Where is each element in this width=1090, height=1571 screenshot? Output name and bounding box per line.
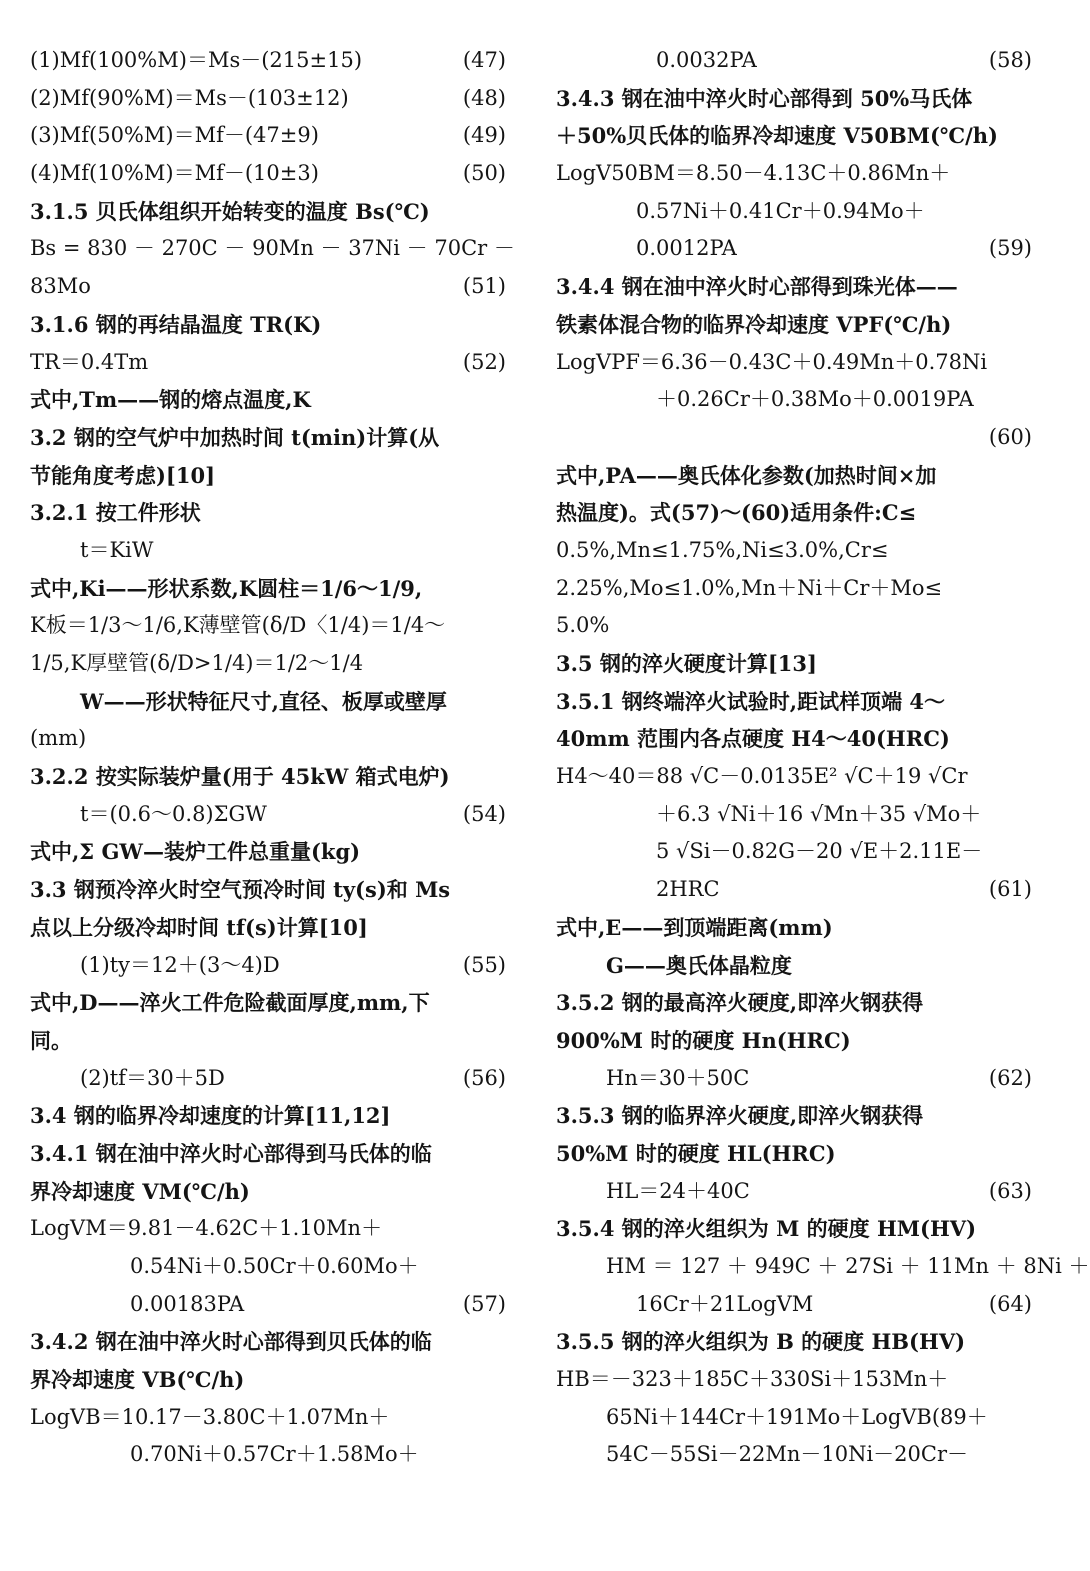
text-line [556, 1323, 1032, 1361]
equation-line [556, 871, 1032, 909]
equation-number: (60) [988, 424, 1032, 449]
equation-number: (61) [988, 877, 1032, 902]
text-line [556, 720, 1032, 758]
line-text: 式中,Tm——钢的熔点温度,K [30, 387, 311, 413]
line-text: t＝KiW [80, 537, 154, 562]
text-line [556, 1399, 1032, 1437]
text-line [30, 381, 506, 419]
text-line [30, 758, 506, 796]
text-line [30, 570, 506, 608]
line-text: 0.57Ni＋0.41Cr＋0.94Mo＋ [636, 198, 925, 223]
line-text: 式中,D——淬火工件危险截面厚度,mm,下 [30, 990, 430, 1016]
line-text: 式中,Ki——形状系数,K圆柱＝1/6～1/9, [30, 575, 423, 601]
line-text: 2HRC [656, 877, 720, 902]
line-text: K板＝1/3～1/6,K薄壁管(δ/D〈1/4)＝1/4～ [30, 613, 446, 638]
text-line [30, 683, 506, 721]
text-line [556, 344, 1032, 382]
text-line [30, 306, 506, 344]
line-text: ＋0.26Cr＋0.38Mo＋0.0019PA [656, 387, 974, 412]
line-text: 0.0032PA [656, 48, 757, 72]
line-text: 式中,E——到顶端距离(mm) [556, 914, 833, 940]
text-line [30, 1436, 506, 1474]
equation-line [30, 947, 506, 985]
equation-line [30, 268, 506, 306]
line-text: 3.3 钢预冷淬火时空气预冷时间 ty(s)和 Ms [30, 877, 451, 903]
line-text: (1)ty＝12＋(3～4)D [80, 952, 280, 977]
line-text: 3.5.3 钢的临界淬火硬度,即淬火钢获得 [556, 1103, 924, 1129]
line-text: 5.0% [556, 613, 610, 638]
line-text: 0.5%,Mn≤1.75%,Ni≤3.0%,Cr≤ [556, 537, 889, 562]
line-text: 40mm 范围内各点硬度 H4～40(HRC) [556, 726, 950, 752]
line-text: ＋50%贝氏体的临界冷却速度 V50BM(℃/h) [556, 123, 998, 149]
text-line [556, 80, 1032, 118]
text-line [30, 193, 506, 231]
line-text: 3.2 钢的空气炉中加热时间 t(min)计算(从 [30, 424, 440, 450]
line-text: ＋6.3 √Ni＋16 √Mn＋35 √Mo＋ [656, 801, 982, 826]
equation-line [30, 42, 506, 80]
text-line [30, 1248, 506, 1286]
text-line [556, 1436, 1032, 1474]
text-line [30, 419, 506, 457]
text-line [556, 117, 1032, 155]
text-line [556, 683, 1032, 721]
equation-line [556, 42, 1032, 80]
equation-line [30, 80, 506, 118]
text-line [556, 268, 1032, 306]
text-line [556, 381, 1032, 419]
text-line [556, 1210, 1032, 1248]
line-text: 3.2.2 按实际装炉量(用于 45kW 箱式电炉) [30, 764, 450, 790]
text-line [556, 1361, 1032, 1399]
line-text: 65Ni＋144Cr＋191Mo＋LogVB(89＋ [606, 1404, 988, 1429]
equation-number: (50) [462, 161, 506, 186]
line-text: 3.5.2 钢的最高淬火硬度,即淬火钢获得 [556, 990, 924, 1016]
text-line [30, 833, 506, 871]
text-line [30, 1022, 506, 1060]
line-text: 3.4 钢的临界冷却速度的计算[11,12] [30, 1103, 391, 1129]
line-text: 2.25%,Mo≤1.0%,Mn＋Ni＋Cr＋Mo≤ [556, 575, 943, 600]
text-line [30, 607, 506, 645]
text-line [556, 1248, 1090, 1286]
line-text: t＝(0.6～0.8)ΣGW [80, 801, 267, 826]
line-text: 3.4.4 钢在油中淬火时心部得到珠光体—— [556, 274, 958, 300]
text-line [30, 909, 506, 947]
equation-line [556, 1060, 1032, 1098]
right-column [556, 42, 1090, 1474]
text-line [30, 532, 506, 570]
text-line [30, 494, 506, 532]
text-line [556, 532, 1032, 570]
equation-line [30, 796, 506, 834]
line-text: LogVM＝9.81－4.62C＋1.10Mn＋ [30, 1216, 383, 1241]
line-text: 3.2.1 按工件形状 [30, 500, 201, 526]
text-line [556, 457, 1032, 495]
line-text: Bs = 830 － 270C － 90Mn － 37Ni － 70Cr － [30, 236, 515, 261]
text-line [556, 947, 1032, 985]
equation-line [556, 1173, 1032, 1211]
text-line [556, 833, 1032, 871]
text-line [556, 193, 1032, 231]
line-text: 5 √Si－0.82G－20 √E＋2.11E－ [656, 839, 983, 864]
text-line [30, 457, 506, 495]
line-text: 0.00183PA [130, 1291, 245, 1316]
text-line [30, 720, 506, 758]
equation-number: (64) [988, 1291, 1032, 1316]
text-line [30, 1097, 506, 1135]
line-text: 3.5.4 钢的淬火组织为 M 的硬度 HM(HV) [556, 1216, 977, 1242]
line-text: (mm) [30, 726, 87, 751]
line-text: HM ＝ 127 ＋ 949C ＋ 27Si ＋ 11Mn ＋ 8Ni ＋ [606, 1254, 1090, 1278]
line-text: LogV50BM＝8.50－4.13C＋0.86Mn＋ [556, 161, 951, 186]
line-text: 3.1.5 贝氏体组织开始转变的温度 Bs(℃) [30, 198, 430, 224]
text-line [556, 984, 1032, 1022]
equation-number: (47) [462, 48, 506, 72]
line-text: 式中,Σ GW—装炉工件总重量(kg) [30, 839, 361, 865]
line-text: 54C－55Si－22Mn－10Ni－20Cr－ [606, 1442, 969, 1467]
text-line [556, 909, 1032, 947]
equation-line [30, 155, 506, 193]
line-text: 铁素体混合物的临界冷却速度 VPF(℃/h) [556, 311, 952, 337]
text-line [556, 607, 1032, 645]
text-line [556, 645, 1032, 683]
equation-number: (58) [988, 48, 1032, 72]
line-text: 0.54Ni＋0.50Cr＋0.60Mo＋ [130, 1254, 419, 1278]
text-line [556, 306, 1032, 344]
text-line [30, 1173, 506, 1211]
equation-number: (54) [462, 801, 506, 826]
text-line [556, 155, 1032, 193]
line-text: 界冷却速度 VM(℃/h) [30, 1178, 250, 1204]
equation-number: (59) [988, 236, 1032, 261]
line-text: 3.4.1 钢在油中淬火时心部得到马氏体的临 [30, 1140, 432, 1166]
line-text: 界冷却速度 VB(℃/h) [30, 1367, 245, 1393]
line-text: 3.5.1 钢终端淬火试验时,距试样顶端 4～ [556, 688, 946, 714]
equation-line [30, 1286, 506, 1324]
line-text: HL＝24＋40C [606, 1178, 750, 1203]
line-text: LogVPF＝6.36－0.43C＋0.49Mn＋0.78Ni [556, 349, 988, 374]
line-text: 0.0012PA [636, 236, 737, 261]
line-text: H4～40＝88 √C－0.0135E² √C＋19 √Cr [556, 764, 968, 789]
line-text: 式中,PA——奥氏体化参数(加热时间×加 [556, 462, 937, 488]
text-line [30, 1399, 506, 1437]
line-text: 1/5,K厚壁管(δ/D>1/4)＝1/2～1/4 [30, 651, 364, 675]
equation-number: (62) [988, 1065, 1032, 1090]
line-text: TR＝0.4Tm [30, 349, 149, 374]
line-text: G——奥氏体晶粒度 [606, 952, 792, 978]
equation-number: (52) [462, 349, 506, 374]
line-text: (3)Mf(50%M)＝Mf－(47±9) [30, 123, 319, 148]
text-line [556, 796, 1032, 834]
line-text: (1)Mf(100%M)＝Ms－(215±15) [30, 48, 363, 72]
line-text: 3.5.5 钢的淬火组织为 B 的硬度 HB(HV) [556, 1329, 966, 1355]
text-line [556, 1097, 1032, 1135]
line-text: 3.4.2 钢在油中淬火时心部得到贝氏体的临 [30, 1329, 432, 1355]
line-text: W——形状特征尺寸,直径、板厚或壁厚 [80, 688, 447, 714]
text-line [556, 494, 1032, 532]
text-line [30, 230, 515, 268]
text-line [30, 871, 506, 909]
equation-line [556, 419, 1032, 457]
equation-line [556, 1286, 1032, 1324]
text-line [556, 570, 1032, 608]
equation-number: (63) [988, 1178, 1032, 1203]
line-text: 点以上分级冷却时间 tf(s)计算[10] [30, 914, 368, 940]
line-text: HB＝－323＋185C＋330Si＋153Mn＋ [556, 1367, 949, 1392]
text-line [556, 758, 1032, 796]
text-line [30, 1323, 506, 1361]
line-text: 节能角度考虑)[10] [30, 462, 216, 488]
line-text: 0.70Ni＋0.57Cr＋1.58Mo＋ [130, 1442, 419, 1467]
text-line [556, 1135, 1032, 1173]
equation-line [556, 230, 1032, 268]
text-line [30, 1210, 506, 1248]
equation-line [30, 1060, 506, 1098]
equation-number: (56) [462, 1065, 506, 1090]
text-line [556, 1022, 1032, 1060]
line-text: 16Cr＋21LogVM [636, 1291, 814, 1316]
equation-number: (51) [462, 274, 506, 299]
equation-number: (48) [462, 85, 506, 110]
line-text: Hn＝30＋50C [606, 1065, 750, 1090]
text-line [30, 1361, 506, 1399]
line-text: 3.5 钢的淬火硬度计算[13] [556, 651, 817, 676]
line-text: (2)Mf(90%M)＝Ms－(103±12) [30, 85, 349, 110]
text-line [30, 984, 506, 1022]
line-text: 3.4.3 钢在油中淬火时心部得到 50%马氏体 [556, 85, 973, 111]
line-text: 900%M 时的硬度 Hn(HRC) [556, 1027, 851, 1053]
line-text: 3.1.6 钢的再结晶温度 TR(K) [30, 311, 322, 337]
equation-number: (49) [462, 123, 506, 148]
line-text: 同。 [30, 1027, 72, 1053]
equation-line [30, 344, 506, 382]
line-text: 热温度)。式(57)～(60)适用条件:C≤ [556, 500, 917, 526]
line-text: 83Mo [30, 274, 91, 299]
line-text: LogVB＝10.17－3.80C＋1.07Mn＋ [30, 1404, 390, 1429]
line-text: (2)tf＝30＋5D [80, 1065, 225, 1090]
equation-line [30, 117, 506, 155]
line-text: (4)Mf(10%M)＝Mf－(10±3) [30, 161, 319, 186]
equation-number: (57) [462, 1291, 506, 1316]
left-column [30, 42, 515, 1474]
equation-number: (55) [462, 952, 506, 977]
text-line [30, 645, 506, 683]
text-line [30, 1135, 506, 1173]
line-text: 50%M 时的硬度 HL(HRC) [556, 1140, 836, 1166]
